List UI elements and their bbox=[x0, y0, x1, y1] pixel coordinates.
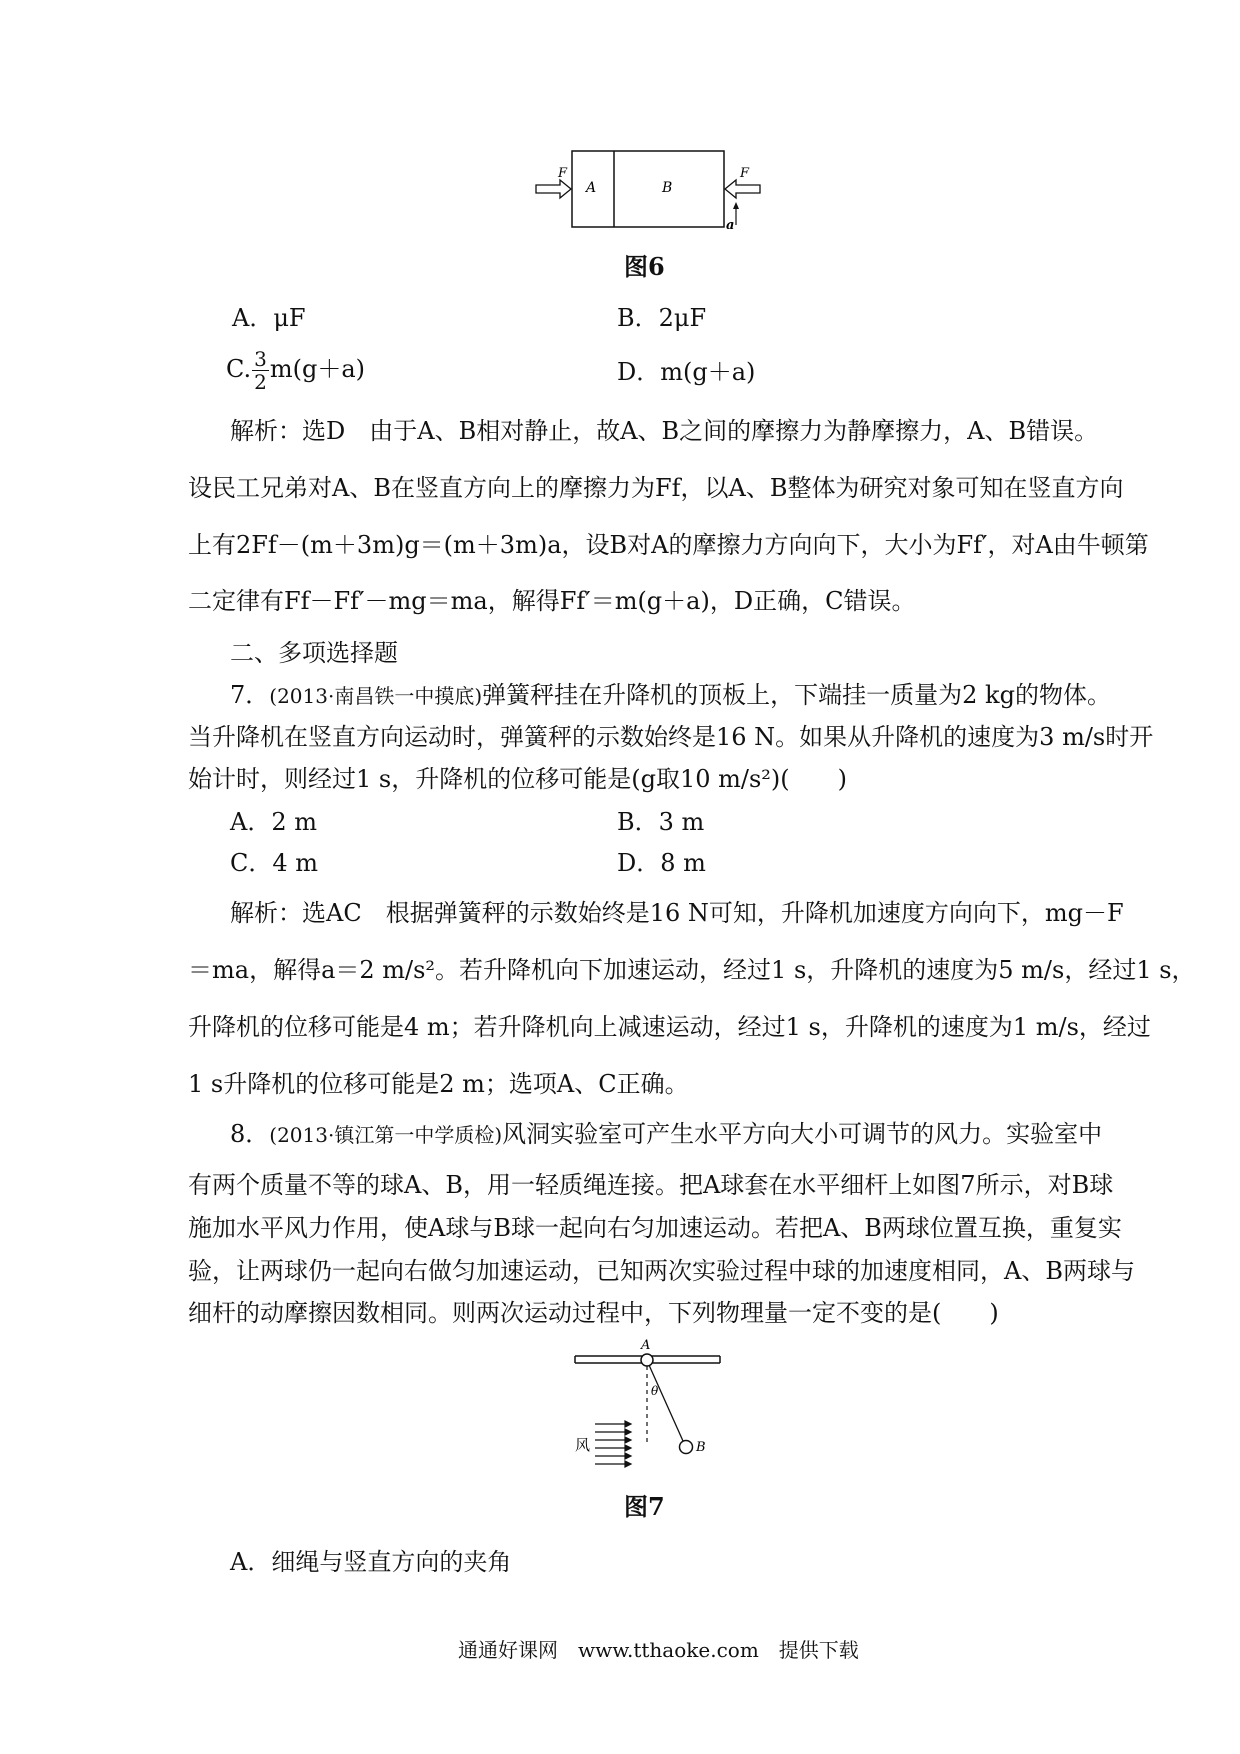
q7-analysis-line-2: ＝ma，解得a＝2 m/s²。若升降机向下加速运动，经过1 s，升降机的速度为5 m/s，经过1 s， bbox=[188, 956, 1196, 984]
q6-option-b: B．2μF bbox=[617, 304, 707, 332]
q8-line-4: 验，让两球仍一起向右做匀加速运动，已知两次实验过程中球的加速度相同，A、B两球与 bbox=[188, 1257, 1135, 1285]
q7-analysis-line-4: 1 s升降机的位移可能是2 m；选项A、C正确。 bbox=[188, 1070, 689, 1098]
q7-option-a: A．2 m bbox=[230, 808, 317, 836]
label-wind: 风 bbox=[575, 1436, 591, 1454]
q8-option-a: A．细绳与竖直方向的夹角 bbox=[230, 1548, 512, 1576]
q8-source: (2013·镇江第一中学质检) bbox=[269, 1123, 503, 1147]
q6-analysis-line-2: 设民工兄弟对A、B在竖直方向上的摩擦力为Ff，以A、B整体为研究对象可知在竖直方向 bbox=[188, 474, 1124, 502]
q8-line-2: 有两个质量不等的球A、B，用一轻质绳连接。把A球套在水平细杆上如图7所示，对B球 bbox=[188, 1171, 1114, 1199]
q6-option-c-expression: m(g＋a) bbox=[269, 355, 366, 383]
q6-analysis-line-1: 解析：选D 由于A、B相对静止，故A、B之间的摩擦力为静摩擦力，A、B错误。 bbox=[230, 417, 1099, 445]
label-theta: θ bbox=[651, 1384, 659, 1398]
right-force-arrow bbox=[725, 180, 760, 198]
string bbox=[649, 1365, 683, 1441]
figure-6-caption: 图6 bbox=[624, 252, 665, 281]
q6-option-d: D．m(g＋a) bbox=[617, 358, 756, 386]
q6-option-c bbox=[226, 348, 365, 393]
q7-line-2: 当升降机在竖直方向运动时，弹簧秤的示数始终是16 N。如果从升降机的速度为3 m/s时开 bbox=[188, 723, 1154, 751]
q7-option-b: B．3 m bbox=[617, 808, 705, 836]
figure-7-diagram bbox=[565, 1330, 735, 1480]
ball-a bbox=[641, 1354, 653, 1366]
label-block-a: A bbox=[586, 180, 597, 196]
q7-number: 7． bbox=[230, 681, 270, 709]
q8-line-1 bbox=[230, 1119, 1102, 1150]
left-force-arrow bbox=[536, 180, 571, 198]
q6-analysis-line-3: 上有2Ff－(m＋3m)g＝(m＋3m)a，设B对A的摩擦力方向向下，大小为Ff′，对A由牛顿第 bbox=[188, 531, 1149, 559]
label-block-b: B bbox=[662, 180, 673, 196]
q6-option-c-fraction bbox=[252, 348, 269, 393]
q7-analysis-line-1: 解析：选AC 根据弹簧秤的示数始终是16 N可知，升降机加速度方向向下，mg－F bbox=[230, 899, 1124, 927]
q7-text-1: 弹簧秤挂在升降机的顶板上，下端挂一质量为2 kg的物体。 bbox=[482, 681, 1111, 709]
q8-line-5: 细杆的动摩擦因数相同。则两次运动过程中，下列物理量一定不变的是( ) bbox=[188, 1299, 999, 1327]
q6-analysis-line-4: 二定律有Ff－Ff′－mg＝ma，解得Ff′＝m(g＋a)，D正确，C错误。 bbox=[188, 587, 916, 615]
ball-b bbox=[680, 1441, 693, 1454]
q8-number: 8． bbox=[230, 1120, 270, 1148]
q7-source: (2013·南昌铁一中摸底) bbox=[269, 684, 483, 708]
section-title: 二、多项选择题 bbox=[230, 639, 398, 667]
q6-option-a: A．μF bbox=[232, 304, 306, 332]
page-footer: 通通好课网 www.tthaoke.com 提供下载 bbox=[458, 1638, 859, 1662]
label-acceleration: a bbox=[726, 218, 735, 233]
q7-analysis-line-3: 升降机的位移可能是4 m；若升降机向上减速运动，经过1 s，升降机的速度为1 m/s，经过 bbox=[188, 1013, 1151, 1041]
label-ball-b: B bbox=[696, 1440, 706, 1455]
label-force-left: F bbox=[558, 166, 568, 181]
q8-line-3: 施加水平风力作用，使A球与B球一起向右匀加速运动。若把A、B两球位置互换，重复实 bbox=[188, 1214, 1122, 1242]
q7-option-c: C．4 m bbox=[230, 849, 319, 877]
figure-6-diagram bbox=[530, 145, 770, 235]
label-ball-a: A bbox=[641, 1338, 651, 1353]
q6-option-c-prefix: C. bbox=[226, 355, 252, 383]
q7-line-3: 始计时，则经过1 s，升降机的位移可能是(g取10 m/s²)( ) bbox=[188, 765, 847, 793]
q7-option-d: D．8 m bbox=[617, 849, 706, 877]
q7-line-1 bbox=[230, 680, 1111, 711]
figure-7-caption: 图7 bbox=[624, 1492, 665, 1521]
q8-text-1: 风洞实验室可产生水平方向大小可调节的风力。实验室中 bbox=[502, 1120, 1103, 1148]
fraction-numerator: 3 bbox=[254, 347, 267, 371]
wind-arrows bbox=[595, 1421, 631, 1467]
fraction-denominator: 2 bbox=[254, 370, 267, 394]
label-force-right: F bbox=[740, 166, 750, 181]
